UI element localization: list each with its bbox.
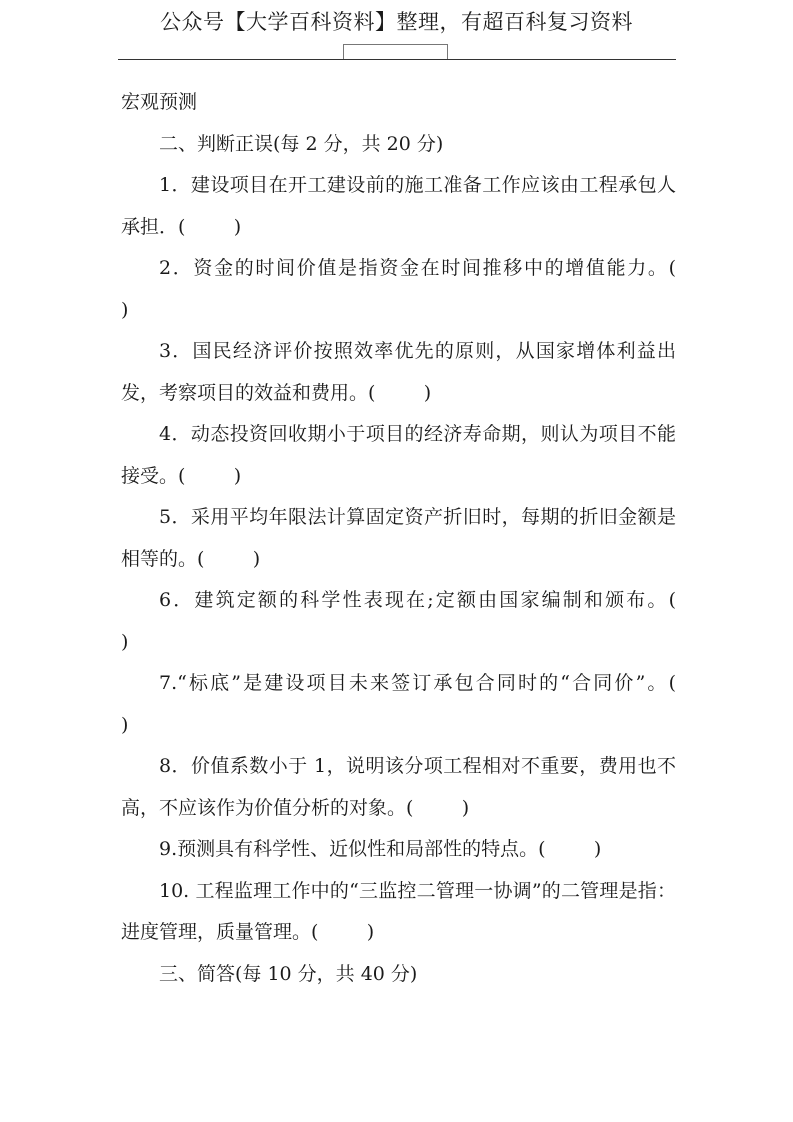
question-7: 7.“标底”是建设项目未来签订承包合同时的“合同价”。( ) <box>121 672 725 736</box>
question-8: 8．价值系数小于 1，说明该分项工程相对不重要，费用也不高，不应该作为价值分析的对象。( ) <box>121 755 676 819</box>
section-heading-true-false: 二、判断正误(每 2 分，共 20 分) <box>159 132 444 155</box>
section-tail-text: 宏观预测 <box>121 91 198 113</box>
question-10: 10. 工程监理工作中的“三监控二管理一协调”的二管理是指：进度管理，质量管理。( ) <box>121 879 676 943</box>
question-1: 1．建设项目在开工建设前的施工准备工作应该由工程承包人承担．( ) <box>121 174 676 238</box>
question-2: 2．资金的时间价值是指资金在时间推移中的增值能力。( ) <box>121 257 725 321</box>
question-6: 6．建筑定额的科学性表现在;定额由国家编制和颁布。( ) <box>121 589 725 653</box>
question-9: 9.预测具有科学性、近似性和局部性的特点。( ) <box>159 838 602 860</box>
header-divider <box>118 59 676 60</box>
question-5: 5．采用平均年限法计算固定资产折旧时，每期的折旧金额是相等的。( ) <box>121 506 676 570</box>
question-4: 4．动态投资回收期小于项目的经济寿命期，则认为项目不能接受。( ) <box>121 423 676 487</box>
question-3: 3．国民经济评价按照效率优先的原则，从国家增体利益出发，考察项目的效益和费用。( ) <box>121 340 676 404</box>
document-body <box>121 82 725 995</box>
header-tab-decoration <box>343 44 448 59</box>
page-header-title: 公众号【大学百科资料】整理，有超百科复习资料 <box>160 10 633 34</box>
section-heading-short-answer: 三、简答(每 10 分，共 40 分) <box>159 962 418 985</box>
